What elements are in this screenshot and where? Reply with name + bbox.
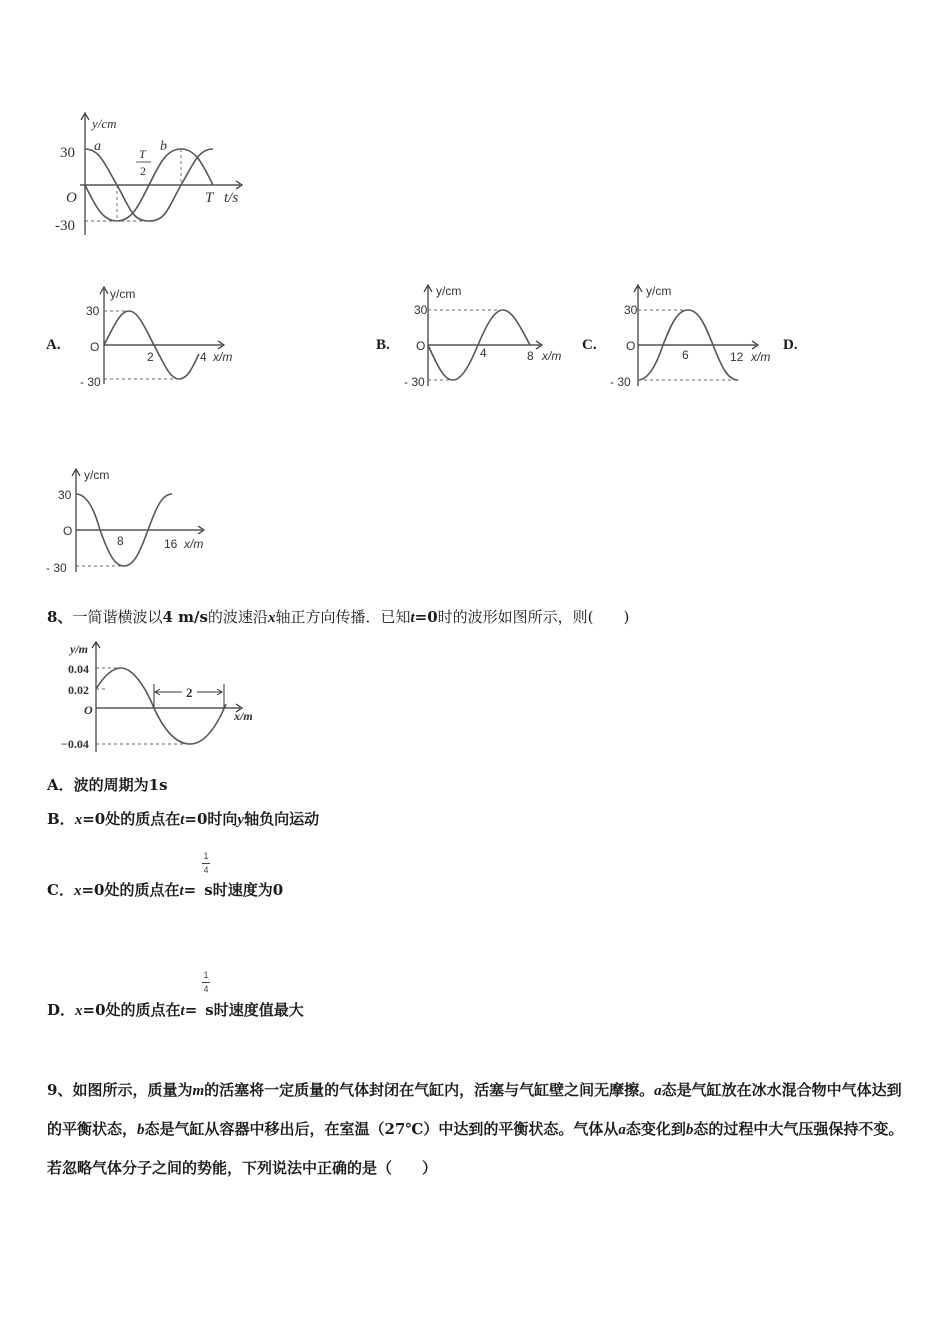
option-c-y-label: y/cm bbox=[646, 284, 672, 298]
q8-option-c-frac-den: 4 bbox=[203, 865, 209, 875]
q8-option-d-t: t bbox=[180, 1003, 185, 1019]
q8-wave-graph bbox=[60, 640, 270, 755]
q8-x-label: x/m bbox=[234, 709, 253, 723]
option-a-y-max: 30 bbox=[86, 304, 100, 318]
option-d-graph bbox=[42, 466, 217, 576]
q8-option-d-frac-num: 1 bbox=[203, 970, 209, 980]
option-a-origin: O bbox=[90, 340, 100, 354]
option-d-y-max: 30 bbox=[58, 488, 72, 502]
option-c-tick: 6 bbox=[682, 348, 689, 362]
period-label: T bbox=[205, 190, 214, 206]
q9-s3: 态是气缸放在冰水混合物中气体达到的平衡状态， bbox=[47, 1081, 902, 1138]
q8-option-d-frac-den: 4 bbox=[203, 984, 209, 994]
q8-option-d-text1: =0 bbox=[82, 1001, 106, 1019]
option-b-graph bbox=[400, 282, 575, 392]
q9-s2: 的活塞将一定质量的气体封闭在气缸内，活塞与气缸壁之间无摩擦。 bbox=[204, 1081, 655, 1099]
q8-option-c-fraction bbox=[200, 851, 212, 876]
q8-option-d[interactable] bbox=[47, 999, 304, 1020]
q8-origin: O bbox=[84, 703, 93, 717]
q8-option-b-text4: 时向 bbox=[207, 810, 238, 828]
option-b-tick: 4 bbox=[480, 346, 487, 360]
q9-s1: 如图所示，质量为 bbox=[72, 1081, 193, 1099]
q8-option-b-y: y bbox=[237, 812, 245, 828]
option-b-origin: O bbox=[416, 339, 426, 353]
q8-text-4: =0 bbox=[414, 608, 438, 626]
q8-option-c-text3: = bbox=[183, 881, 197, 899]
q8-option-b-text1: =0 bbox=[82, 810, 106, 828]
q8-option-c-text1: =0 bbox=[81, 881, 105, 899]
y-max-label: 30 bbox=[60, 145, 75, 161]
q8-option-c[interactable] bbox=[47, 879, 283, 900]
q8-number: 8、 bbox=[47, 608, 73, 626]
q9-b1: b bbox=[137, 1122, 145, 1138]
q8-text-3: 轴正方向传播．已知 bbox=[275, 608, 411, 626]
q8-text-5: 时的波形如图所示，则( ) bbox=[437, 608, 630, 626]
q8-option-d-text3: = bbox=[184, 1001, 198, 1019]
q8-option-b-text5: 轴负向运动 bbox=[244, 810, 320, 828]
q9-stem bbox=[47, 1071, 907, 1187]
option-b-x-end: 8 bbox=[527, 349, 534, 363]
q8-option-a[interactable] bbox=[47, 774, 168, 795]
option-a-x-label: x/m bbox=[213, 350, 233, 364]
q8-option-c-text4: s bbox=[204, 881, 213, 899]
q8-x-var: x bbox=[267, 610, 276, 626]
q9-s5: 态变化到 bbox=[625, 1120, 686, 1138]
q8-option-b-label: B． bbox=[47, 810, 75, 828]
top-yt-graph bbox=[50, 110, 260, 240]
q8-t-var: t bbox=[410, 610, 415, 626]
q8-tick-002: 0.02 bbox=[68, 683, 89, 697]
q9-b2: b bbox=[685, 1122, 694, 1138]
t-axis-label: t/s bbox=[224, 190, 239, 206]
option-a-graph bbox=[76, 284, 246, 394]
curve-a-label: a bbox=[94, 139, 101, 154]
q8-option-d-text2: 处的质点在 bbox=[105, 1001, 181, 1019]
q9-a1: a bbox=[654, 1083, 662, 1099]
q8-text-2: 的波速沿 bbox=[207, 608, 268, 626]
option-b-x-label: x/m bbox=[542, 349, 562, 363]
q8-option-c-frac-num: 1 bbox=[203, 851, 209, 861]
option-c-x-end: 12 bbox=[730, 350, 744, 364]
option-a-tick: 2 bbox=[147, 350, 154, 364]
q8-option-b[interactable] bbox=[47, 808, 319, 829]
q8-tick-neg: −0.04 bbox=[61, 737, 89, 751]
option-a-y-label: y/cm bbox=[110, 287, 136, 301]
option-d-x-label: x/m bbox=[184, 537, 204, 551]
option-c-x-label: x/m bbox=[751, 350, 771, 364]
q8-option-b-text3: =0 bbox=[184, 810, 208, 828]
option-b-y-max: 30 bbox=[414, 303, 428, 317]
option-b-y-label: y/cm bbox=[436, 284, 462, 298]
q8-option-a-text: 波的周期为 bbox=[73, 776, 149, 794]
q8-stem bbox=[47, 606, 629, 627]
option-c-y-max: 30 bbox=[624, 303, 638, 317]
q8-y-label: y/m bbox=[70, 642, 88, 656]
q9-a2: a bbox=[618, 1122, 626, 1138]
option-d-x-end: 16 bbox=[164, 537, 178, 551]
option-c-origin: O bbox=[626, 339, 636, 353]
curve-b-label: b bbox=[160, 139, 167, 154]
option-a-y-min: - 30 bbox=[80, 375, 101, 389]
option-b-y-min: - 30 bbox=[404, 375, 425, 389]
q8-span-label: 2 bbox=[186, 685, 193, 700]
q8-wave bbox=[96, 668, 226, 744]
q8-option-a-label: A． bbox=[47, 776, 74, 794]
q8-option-d-fraction bbox=[200, 970, 212, 995]
option-d-label[interactable]: D. bbox=[783, 337, 798, 353]
option-d-origin: O bbox=[63, 524, 73, 538]
option-c-y-min: - 30 bbox=[610, 375, 631, 389]
q8-option-c-label: C． bbox=[47, 881, 74, 899]
q8-option-d-text4: s bbox=[205, 1001, 214, 1019]
q8-option-b-x: x bbox=[74, 812, 83, 828]
option-d-y-label: y/cm bbox=[84, 468, 110, 482]
q8-tick-004: 0.04 bbox=[68, 662, 89, 676]
option-a-x-end: 4 bbox=[200, 350, 207, 364]
option-b-label[interactable]: B. bbox=[376, 337, 390, 353]
q9-m: m bbox=[192, 1083, 205, 1099]
q8-option-d-label: D． bbox=[47, 1001, 76, 1019]
q9-s6: 态的过程中大气压强保持不变。若忽略气体分子之间的势能，下列说法中正确的是（ ） bbox=[47, 1120, 904, 1177]
option-d-tick: 8 bbox=[117, 534, 124, 548]
q8-option-b-t: t bbox=[180, 812, 185, 828]
half-period-den: 2 bbox=[140, 164, 146, 178]
q8-option-d-text5: 时速度值最大 bbox=[213, 1001, 304, 1019]
q8-option-d-x: x bbox=[75, 1003, 83, 1019]
q8-option-a-value: 1s bbox=[148, 776, 168, 794]
q8-option-b-text2: 处的质点在 bbox=[105, 810, 181, 828]
q8-option-c-value: 0 bbox=[272, 881, 284, 899]
option-c-graph bbox=[606, 282, 781, 392]
q8-option-c-text5: 时速度为 bbox=[212, 881, 273, 899]
q8-text-1: 一简谐横波以 bbox=[72, 608, 163, 626]
option-d-y-min: - 30 bbox=[46, 561, 67, 575]
q8-option-c-text2: 处的质点在 bbox=[104, 881, 180, 899]
q8-option-c-x: x bbox=[73, 883, 82, 899]
option-c-label[interactable]: C. bbox=[582, 337, 597, 353]
half-period-num: T bbox=[139, 147, 146, 161]
y-axis-label: y/cm bbox=[92, 116, 117, 131]
q9-number: 9、 bbox=[47, 1081, 73, 1099]
q8-speed: 4 m/s bbox=[162, 608, 208, 626]
q8-option-c-t: t bbox=[179, 883, 184, 899]
option-a-label[interactable]: A. bbox=[46, 337, 61, 353]
y-min-label: -30 bbox=[55, 218, 75, 234]
q9-s4: 态是气缸从容器中移出后，在室温（27℃）中达到的平衡状态。气体从 bbox=[144, 1120, 619, 1138]
origin-label: O bbox=[66, 190, 77, 206]
